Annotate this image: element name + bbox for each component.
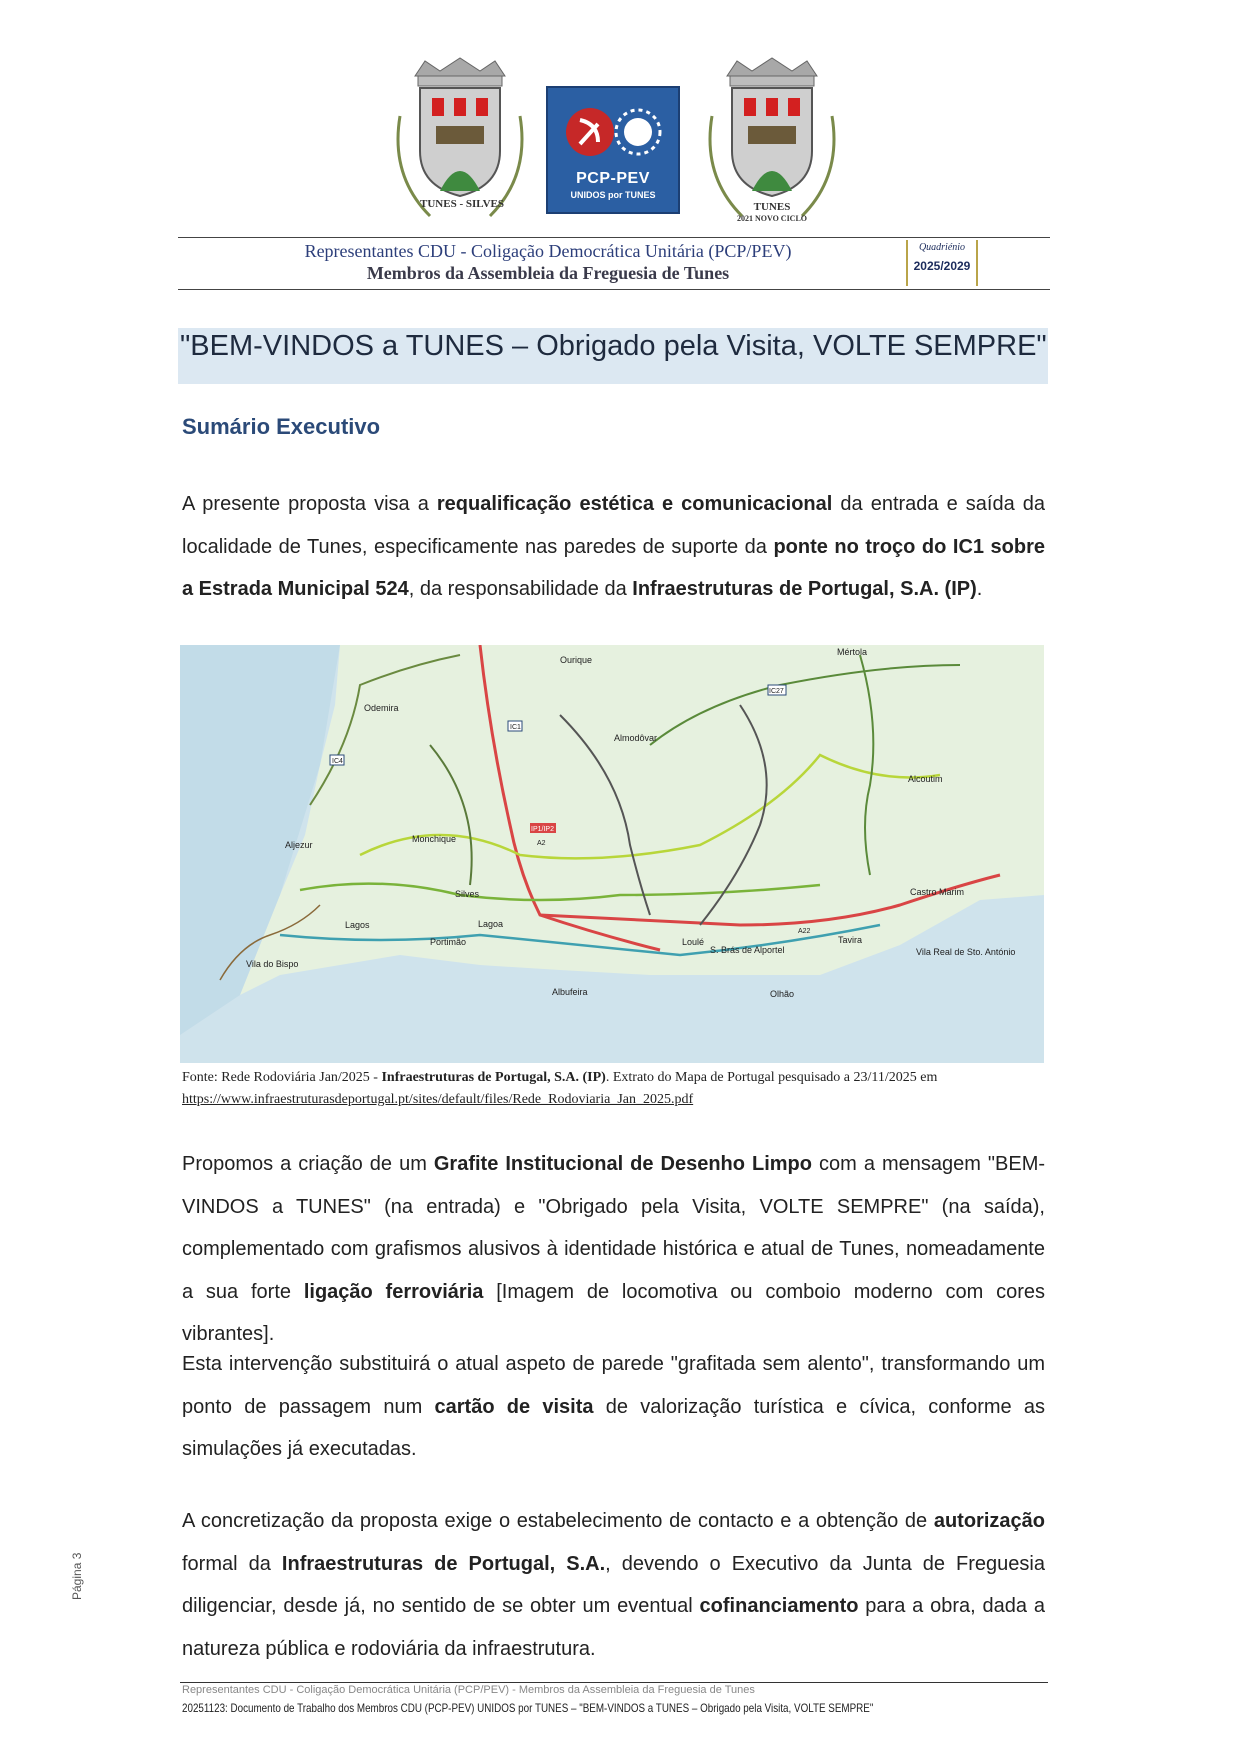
- map-label-castro-marim: Castro Marim: [910, 887, 965, 897]
- crest-right-sub: 2021 NOVO CICLO: [736, 214, 808, 223]
- map-label-lagos: Lagos: [345, 920, 370, 930]
- map-label-vila-do-bispo: Vila do Bispo: [246, 959, 299, 969]
- map-road-a22: A22: [798, 928, 811, 935]
- header-line-2: Membros da Assembleia da Freguesia de Tunes: [366, 263, 730, 283]
- footer-line-2: 20251123: Documento de Trabalho dos Membros CDU (PCP-PEV) UNIDOS por TUNES – "BEM-VINDOS a TUNES – Obrigado pela Visita, VOLTE SEMPRE": [182, 1701, 874, 1715]
- paragraph-3: Esta intervenção substituirá o atual aspeto de parede "grafitada sem alento", transformando um ponto de passagem num cartão de visita de valorização turística e cívica, conforme as simulações já executadas.: [182, 1353, 1046, 1460]
- header-logos: [390, 48, 860, 233]
- paragraph-1: A presente proposta visa a requalificação estética e comunicacional da entrada e saída da localidade de Tunes, especificamente nas paredes de suporte da ponte no troço do IC1 sobre a Estrada Municipal 524, da responsabilidade da Infraestruturas de Portugal, S.A. (IP).: [182, 493, 1046, 600]
- party-name: PCP-PEV: [576, 170, 650, 187]
- map-road-ic4: IC4: [332, 758, 343, 765]
- map-label-olhao: Olhão: [770, 989, 795, 999]
- quadrennium-badge: [906, 240, 978, 286]
- header-bottom-rule: [178, 289, 1050, 290]
- source-link[interactable]: https://www.infraestruturasdeportugal.pt/sites/default/files/Rede_Rodoviaria_Jan_2025.pdf: [182, 1092, 694, 1107]
- map-road-a2: A2: [537, 840, 546, 847]
- pcp-pev-logo: [546, 86, 680, 214]
- map-label-loule: Loulé: [682, 937, 705, 947]
- footer-rule: [180, 1682, 1048, 1683]
- section-heading: Sumário Executivo: [182, 414, 381, 439]
- map-label-silves: Silves: [455, 889, 480, 899]
- map-label-albufeira: Albufeira: [552, 987, 588, 997]
- quadrennium-label: Quadriénio: [918, 242, 966, 253]
- header-top-rule: [178, 237, 1050, 238]
- page-title: "BEM-VINDOS a TUNES – Obrigado pela Visita, VOLTE SEMPRE": [180, 330, 1047, 362]
- map-label-alcoutim: Alcoutim: [908, 774, 943, 784]
- paragraph-2: Propomos a criação de um Grafite Institucional de Desenho Limpo com a mensagem "BEM-VINDOS a TUNES" (na entrada) e "Obrigado pela Visita, VOLTE SEMPRE" (na saída), complementado com grafismos alusivos à identidade histórica e atual de Tunes, nomeadamente a sua forte ligação ferroviária [Imagem de locomotiva ou comboio moderno com cores vibrantes].: [182, 1153, 1046, 1345]
- quadrennium-years: 2025/2029: [913, 259, 971, 273]
- map-label-almodovar: Almodôvar: [614, 733, 658, 743]
- map-label-odemira: Odemira: [364, 703, 399, 713]
- map-road-ip1-ip2: IP1/IP2: [531, 826, 554, 833]
- page-number-side-label: Página 3: [70, 1552, 84, 1600]
- map-label-vrsa: Vila Real de Sto. António: [916, 947, 1016, 957]
- map-label-lagoa: Lagoa: [478, 919, 504, 929]
- footer-line-1: Representantes CDU - Coligação Democrática Unitária (PCP/PEV) - Membros da Assembleia da Freguesia de Tunes: [182, 1684, 755, 1696]
- crest-left-label: TUNES - SILVES: [420, 198, 504, 210]
- map-label-monchique: Monchique: [412, 834, 457, 844]
- tunes-silves-crest-icon: [390, 56, 530, 226]
- tunes-crest-icon: [702, 56, 842, 226]
- map-label-tavira: Tavira: [838, 935, 863, 945]
- paragraph-4: A concretização da proposta exige o estabelecimento de contacto e a obtenção de autorização formal da Infraestruturas de Portugal, S.A., devendo o Executivo da Junta de Freguesia diligenciar, desde já, no sentido de se obter um eventual cofinanciamento para a obra, dada a natureza pública e rodoviária da infraestrutura.: [182, 1510, 1045, 1660]
- road-network-map: [180, 645, 1044, 1063]
- map-label-sao-bras: S. Brás de Alportel: [710, 945, 785, 955]
- map-label-ourique: Ourique: [560, 655, 593, 665]
- hammer-sickle-sun-icon: [558, 96, 668, 166]
- crest-right-label: TUNES: [753, 201, 791, 213]
- map-label-portimao: Portimão: [430, 937, 467, 947]
- map-label-aljezur: Aljezur: [285, 840, 313, 850]
- map-caption: Fonte: Rede Rodoviária Jan/2025 - Infraestruturas de Portugal, S.A. (IP). Extrato do Mapa de Portugal pesquisado a 23/11/2025 em https://www.infraestruturasdeportugal.pt/sites/default/files/Rede_Rodoviaria_Jan_2025.pdf: [182, 1070, 938, 1107]
- map-road-ic27: IC27: [769, 688, 784, 695]
- map-road-ic1: IC1: [510, 724, 521, 731]
- party-subtitle: UNIDOS por TUNES: [570, 190, 656, 200]
- map-label-mertola: Mértola: [837, 647, 868, 657]
- header-line-1: Representantes CDU - Coligação Democrática Unitária (PCP/PEV): [304, 241, 792, 261]
